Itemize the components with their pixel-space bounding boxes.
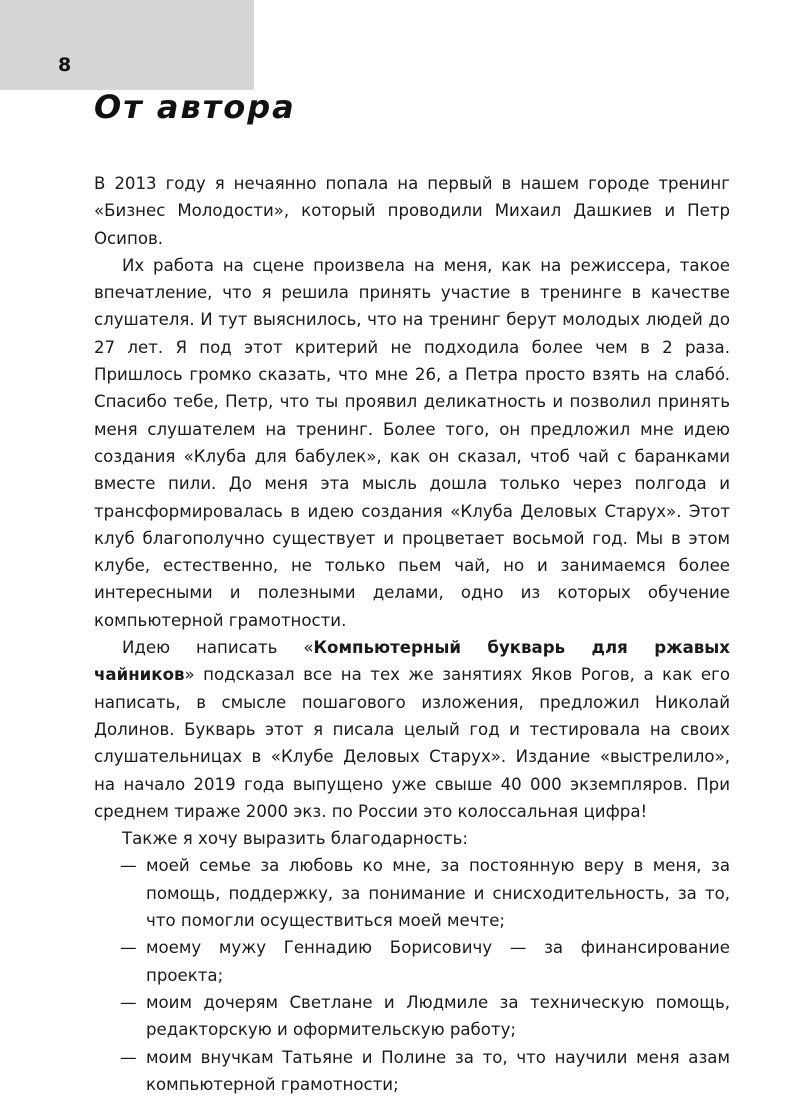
book-text-after: » подсказал все на тех же занятиях Яков Рогов, а как его написать, в смысле пошагового изложения, предложил Николай Долинов. Букварь этот я писала целый год и тестировала на своих слушательницах в «Клубе Деловых Старух». Издание «выстрелило», на начало 2019 года выпущено уже свыше 40 000 экземпляров. При среднем тираже 2000 экз. по России это колоссальная цифра! [94,665,730,820]
paragraph-book [94,634,730,825]
paragraph-intro: В 2013 году я нечаянно попала на первый в нашем городе тренинг «Бизнес Молодости», который проводили Михаил Дашкиев и Петр Осипов. [94,170,730,252]
book-text-before: Идею написать « [122,638,313,657]
list-item: — моим внучкам Татьяне и Полине за то, что научили меня азам компьютерной грамотности; [94,1044,730,1098]
gratitude-intro: Также я хочу выразить благодарность: [94,825,730,852]
list-item: — моим дочерям Светлане и Людмиле за техническую помощь, редакторскую и оформительскую работу; [94,989,730,1044]
chapter-title: От автора [94,88,296,126]
list-item: — моей семье за любовь ко мне, за постоянную веру в меня, за помощь, поддержку, за понимание и снисходительность, за то, что помогли осуществиться моей мечте; [94,852,730,934]
page-number-tab [0,0,254,90]
list-dash: — [120,1044,137,1071]
list-dash: — [120,989,137,1016]
list-dash: — [120,934,137,961]
page-number: 8 [58,54,71,76]
book-title: Компьютерный букварь для ржавых чайников [94,638,730,684]
body-text [94,170,730,1098]
gratitude-list [94,852,730,1098]
list-item: — моему мужу Геннадию Борисовичу — за финансирование проекта; [94,934,730,989]
list-dash: — [120,852,137,879]
paragraph-club: Их работа на сцене произвела на меня, как на режиссера, такое впечатление, что я решила принять участие в тренинге в качестве слушателя. И тут выяснилось, что на тренинг берут молодых людей до 27 лет. Я под этот критерий не подходила более чем в 2 раза. Пришлось громко сказать, что мне 26, а Петра просто взять на слабó. Спасибо тебе, Петр, что ты проявил деликатность и позволил принять меня слушателем на тренинг. Более того, он предложил мне идею создания «Клуба для бабулек», как он сказал, чтоб чай с баранками вместе пили. До меня эта мысль дошла только через полгода и трансформировалась в идею создания «Клуба Деловых Старух». Этот клуб благополучно существует и процветает восьмой год. Мы в этом клубе, естественно, не только пьем чай, но и занимаемся более интересными и полезными делами, одно из которых обучение компьютерной грамотности. [94,252,730,634]
